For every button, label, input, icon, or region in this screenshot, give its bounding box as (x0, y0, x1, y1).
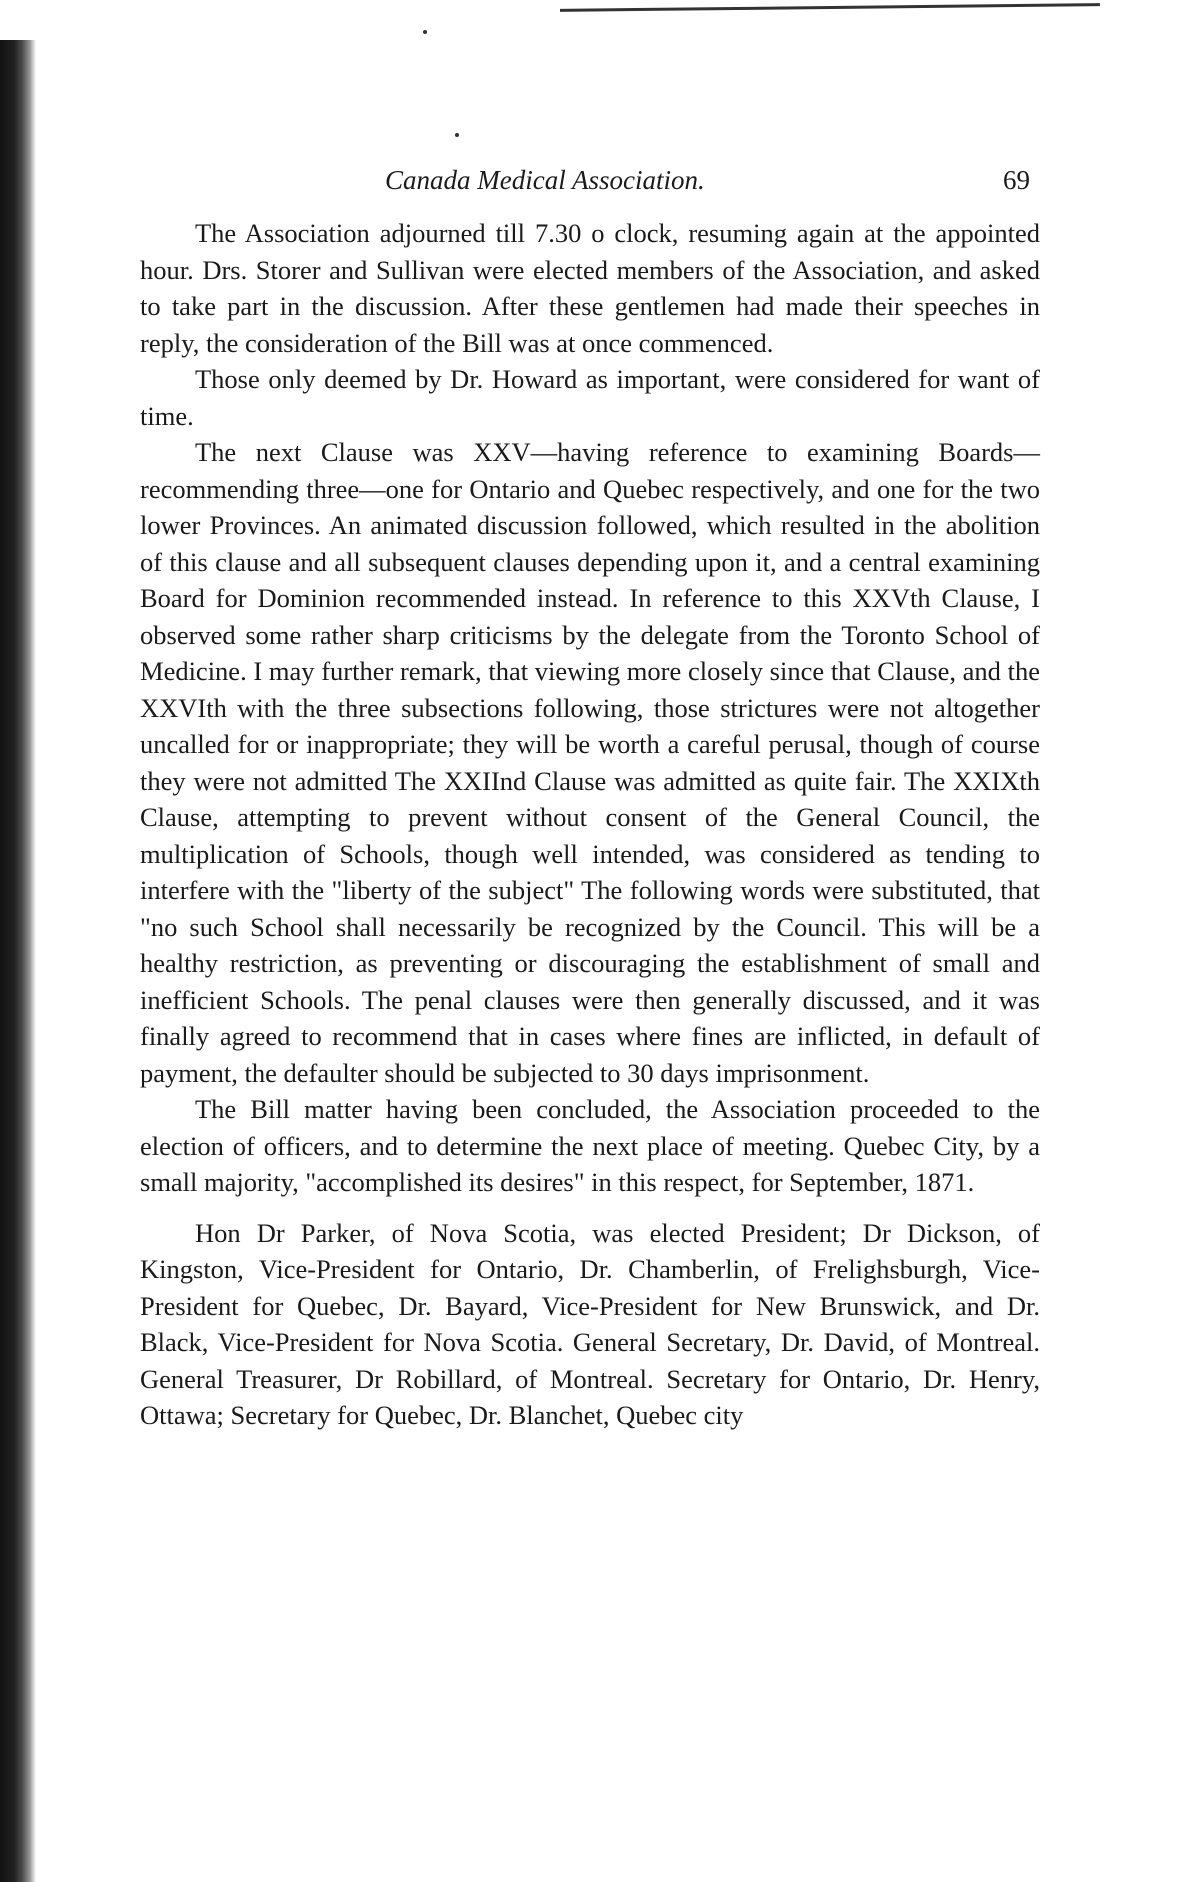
page-number: 69 (1003, 165, 1030, 195)
page (140, 165, 1040, 1434)
stray-mark (455, 133, 459, 137)
binding-edge (0, 40, 36, 1882)
stray-mark (423, 30, 427, 34)
paragraph: Those only deemed by Dr. Howard as important, were considered for want of time. (140, 364, 1040, 431)
paragraph: Hon Dr Parker, of Nova Scotia, was elected President; Dr Dickson, of Kingston, Vice-President for Ontario, Dr. Chamberlin, of Frelighsburgh, Vice-President for Quebec, Dr. Bayard, Vice-President for New Brunswick, and Dr. Black, Vice-President for Nova Scotia. General Secretary, Dr. David, of Montreal. General Treasurer, Dr Robillard, of Montreal. Secretary for Ontario, Dr. Henry, Ottawa; Secretary for Quebec, Dr. Blanchet, Quebec city (140, 1217, 1040, 1430)
paragraph: The Bill matter having been concluded, the Association proceeded to the election of officers, and to determine the next place of meeting. Quebec City, by a small majority, "accomplished its desires" in this respect, for September, 1871. (140, 1094, 1040, 1197)
paragraph: The next Clause was XXV—having reference to examining Boards—recommending three—one for Ontario and Quebec respectively, and one for the two lower Provinces. An animated discussion followed, which resulted in the abolition of this clause and all subsequent clauses depending upon it, and a central examining Board for Dominion recommended instead. In reference to this XXVth Clause, I observed some rather sharp criticisms by the delegate from the Toronto School of Medicine. I may further remark, that viewing more closely since that Clause, and the XXVIth with the three subsections following, those strictures were not altogether uncalled for or inappropriate; they will be worth a careful perusal, though of course they were not admitted The XXIInd Clause was admitted as quite fair. The XXIXth Clause, attempting to prevent without consent of the General Council, the multiplication of Schools, though well intended, was considered as tending to interfere with the "liberty of the subject" The following words were substituted, that "no such School shall necessarily be recognized by the Council. This will be a healthy restriction, as preventing or discouraging the establishment of small and inefficient Schools. The penal clauses were then generally discussed, and it was finally agreed to recommend that in cases where fines are inflicted, in default of payment, the defaulter should be subjected to 30 days imprisonment. (140, 437, 1040, 1088)
running-head (140, 165, 1040, 209)
body-text (140, 215, 1040, 1434)
running-title: Canada Medical Association. (385, 165, 705, 195)
paragraph: The Association adjourned till 7.30 o clock, resuming again at the appointed hour. Drs. Storer and Sullivan were elected members of the Association, and asked to take part in the discussion. After these gentlemen had made their speeches in reply, the consideration of the Bill was at once commenced. (140, 218, 1040, 358)
top-rule (560, 3, 1100, 18)
